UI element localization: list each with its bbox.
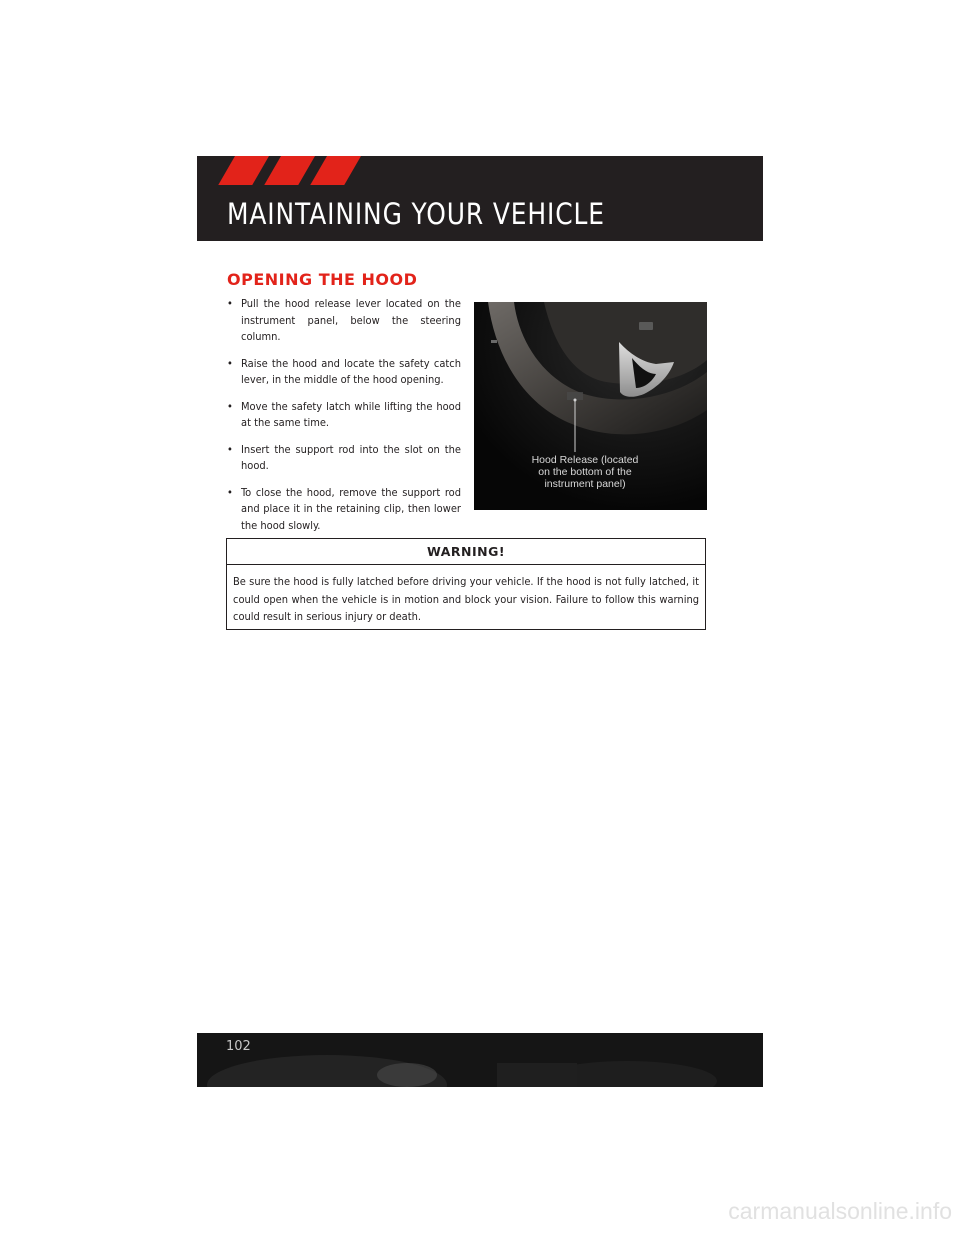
warning-box [226, 538, 706, 630]
photo-caption: Hood Release (located on the bottom of the instrument panel) [531, 454, 639, 490]
header-stripe [264, 156, 315, 185]
list-item [227, 356, 461, 389]
list-item [227, 296, 461, 346]
list-item-text: Move the safety latch while lifting the hood at the same time. [241, 399, 461, 429]
list-item-text: Insert the support rod into the slot on the hood. [241, 442, 461, 472]
bullet-icon: • [227, 399, 233, 413]
footer-photo-strip [197, 1033, 763, 1087]
warning-title: WARNING! [227, 539, 705, 565]
watermark: carmanualsonline.info [728, 1198, 952, 1224]
footer-band [197, 1033, 763, 1087]
header-stripe [310, 156, 361, 185]
hood-release-photo [474, 302, 707, 510]
instruction-list [227, 296, 461, 544]
page-title: MAINTAINING YOUR VEHICLE [227, 197, 605, 231]
list-item-text: Raise the hood and locate the safety catch lever, in the middle of the hood opening. [241, 356, 461, 386]
list-item-text: To close the hood, remove the support rod and place it in the retaining clip, then lower the hood slowly. [241, 485, 461, 532]
bullet-icon: • [227, 356, 233, 370]
list-item-text: Pull the hood release lever located on the instrument panel, below the steering column. [241, 297, 461, 343]
bullet-icon: • [227, 485, 233, 499]
list-item [227, 399, 461, 432]
bullet-icon: • [227, 442, 233, 456]
section-title: OPENING THE HOOD [227, 270, 418, 289]
header-band [197, 156, 763, 241]
list-item [227, 442, 461, 475]
list-item [227, 485, 461, 535]
page-number: 102 [226, 1039, 251, 1054]
warning-text: Be sure the hood is fully latched before driving your vehicle. If the hood is not fully latched, it could open when the vehicle is in motion and block your vision. Failure to follow this warning could result in serious injury or death. [233, 575, 699, 623]
header-stripe [218, 156, 269, 185]
bullet-icon: • [227, 297, 233, 310]
